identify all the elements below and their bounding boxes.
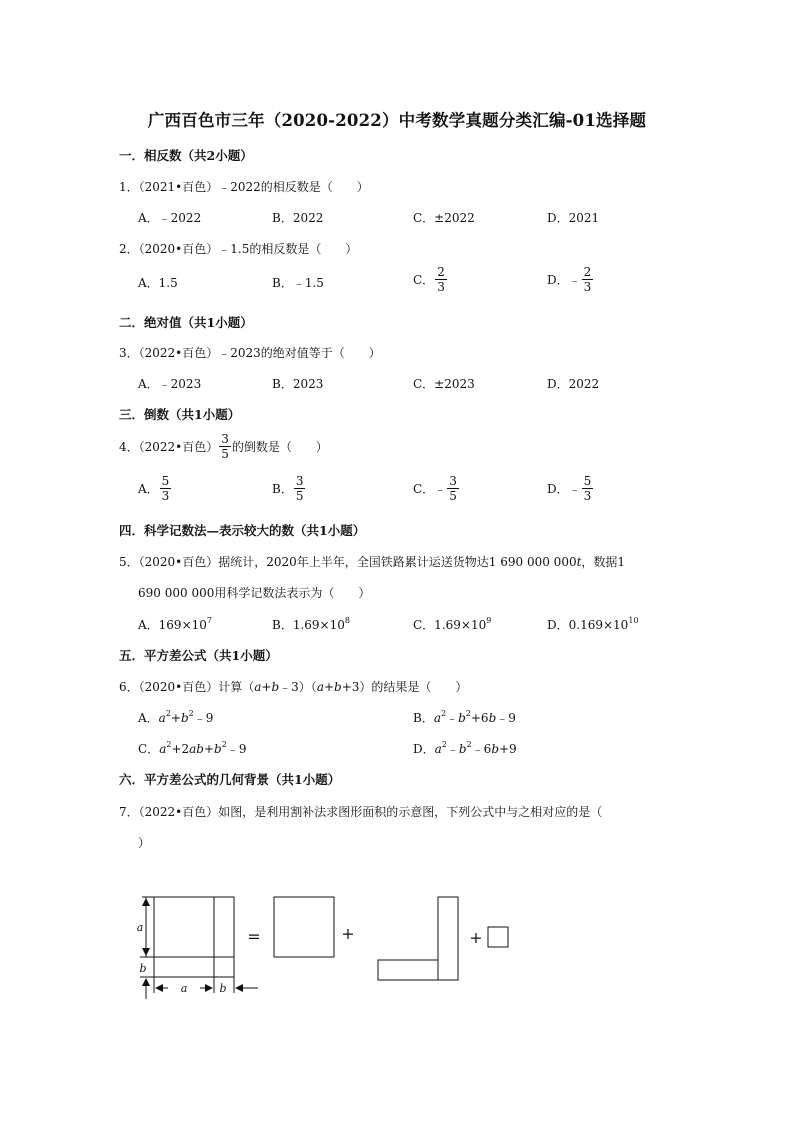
question-3-stem: 3．（2022•百色）﹣2023的绝对值等于（ ） — [119, 346, 381, 360]
question-7-line2: ） — [138, 836, 151, 850]
question-2-option-c: C． $\frac{2}{3}$ — [413, 265, 445, 294]
area-diagram — [120, 885, 540, 1005]
question-6-option-d: D．$a^2﹣b^2﹣6b+9$ — [413, 740, 517, 756]
section-heading-1: 一．相反数（共2小题） — [119, 148, 253, 163]
big-square — [154, 897, 234, 977]
question-1-stem: 1．（2021•百色）﹣2022的相反数是（ ） — [119, 180, 369, 194]
page-title: 广西百色市三年（2020-2022）中考数学真题分类汇编-01选择题 — [147, 111, 647, 130]
label-b-horizontal: b — [219, 982, 227, 995]
question-5-line1: 5．（2020•百色）据统计，2020年上半年，全国铁路累计运送货物达1 690 000 000t，数据1 — [119, 555, 626, 569]
question-5-option-b: B．$1.69\times 10^8$ — [272, 616, 350, 632]
question-4-option-b: B． $\frac{3}{5}$ — [272, 474, 304, 503]
question-1-option-a: A．﹣2022 — [138, 211, 202, 225]
square-a — [274, 897, 334, 957]
plus-sign-2: + — [469, 928, 483, 947]
section-heading-3: 三．倒数（共1小题） — [119, 407, 241, 422]
question-2-option-d: D．﹣ $\frac{2}{3}$ — [547, 265, 592, 294]
question-2-stem: 2．（2020•百色）﹣1.5的相反数是（ ） — [119, 242, 358, 256]
question-5-option-c: C．$1.69\times 10^9$ — [413, 616, 492, 632]
label-a-vertical: a — [136, 921, 144, 934]
question-5-option-a: A．$169\times 10^7$ — [138, 616, 212, 632]
square-b — [488, 927, 508, 947]
l-shape — [378, 897, 458, 980]
label-a-horizontal: a — [180, 982, 188, 995]
question-3-option-a: A．﹣2023 — [138, 377, 202, 391]
question-3-option-b: B．2023 — [272, 377, 324, 391]
question-3-option-c: C．±2023 — [413, 377, 475, 391]
question-1-option-b: B．2022 — [272, 211, 324, 225]
section-heading-6: 六．平方差公式的几何背景（共1小题） — [119, 772, 341, 787]
question-4-option-c: C．﹣ $\frac{3}{5}$ — [413, 474, 457, 503]
question-4-stem: 4．（2022•百色） $\frac{3}{5}$ 的倒数是（ ） — [119, 432, 328, 461]
question-1-option-d: D．2021 — [547, 211, 600, 225]
question-6-option-a: A．$a^2+b^2﹣9$ — [138, 709, 214, 725]
question-5-option-d: D．$0.169\times 10^{10}$ — [547, 616, 639, 632]
question-5-line2: 690 000 000用科学记数法表示为（ ） — [138, 586, 371, 600]
question-3-option-d: D．2022 — [547, 377, 600, 391]
question-2-option-b: B．﹣1.5 — [272, 276, 324, 290]
equals-sign: = — [247, 927, 261, 946]
question-6-option-b: B．$a^2﹣b^2+6b﹣9$ — [413, 709, 516, 725]
question-2-option-a: A．1.5 — [138, 276, 178, 290]
section-heading-4: 四．科学记数法—表示较大的数（共1小题） — [119, 523, 366, 538]
section-heading-5: 五．平方差公式（共1小题） — [119, 648, 278, 663]
plus-sign-1: + — [341, 924, 355, 943]
question-7-line1: 7．（2022•百色）如图，是利用割补法求图形面积的示意图，下列公式中与之相对应的是（ — [119, 805, 603, 819]
question-6-option-c: C．$a^2+2ab+b^2﹣9$ — [138, 740, 247, 756]
question-1-option-c: C．±2022 — [413, 211, 475, 225]
question-6-stem: 6．（2020•百色）计算（a+b﹣3）（a+b+3）的结果是（ ） — [119, 680, 468, 694]
label-b-vertical: b — [139, 962, 147, 975]
question-4-option-d: D．﹣ $\frac{5}{3}$ — [547, 474, 592, 503]
question-4-option-a: A． $\frac{5}{3}$ — [138, 474, 170, 503]
section-heading-2: 二．绝对值（共1小题） — [119, 315, 253, 330]
